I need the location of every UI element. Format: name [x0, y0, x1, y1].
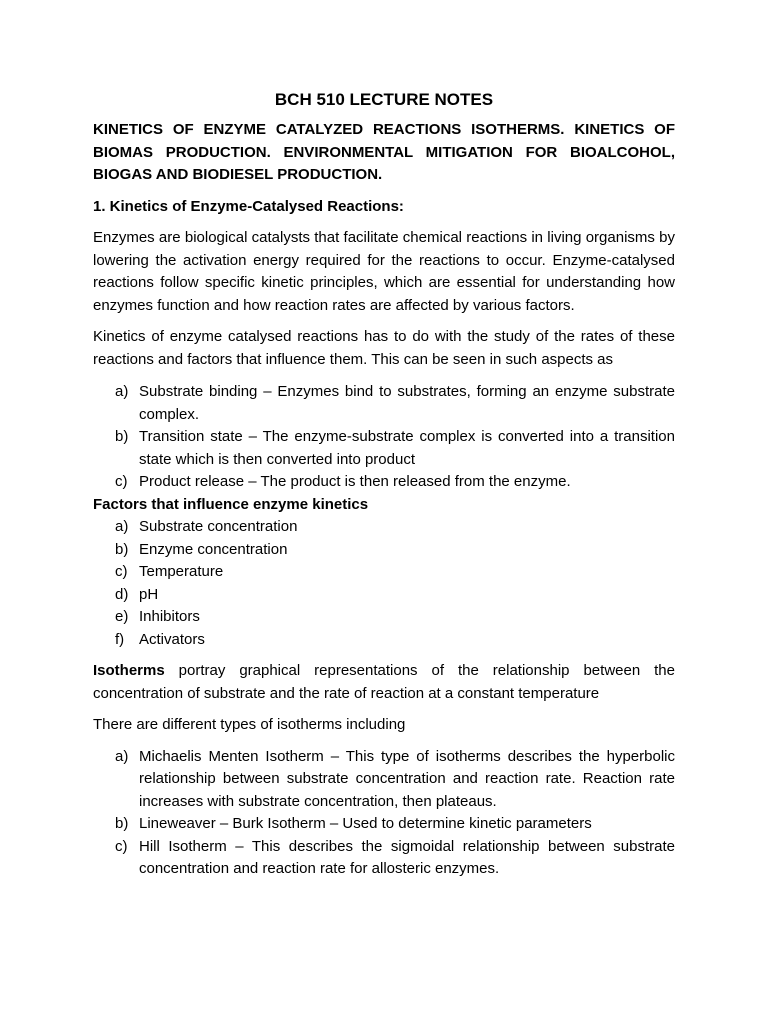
list-item-text: Transition state – The enzyme-substrate complex is converted into a transition state which is then converted into product	[139, 428, 675, 468]
list-marker: e)	[115, 608, 129, 625]
page-title: BCH 510 LECTURE NOTES	[274, 90, 494, 109]
list-item	[93, 426, 675, 471]
paragraph-enzymes-intro: Enzymes are biological catalysts that facilitate chemical reactions in living organisms by lowering the activation energy required for the reactions to occur. Enzyme-catalysed reactions follow specific kinetic principles, which are essential for understanding how enzymes function and how reaction rates are affected by various factors.	[93, 229, 675, 314]
list-marker: c)	[115, 563, 128, 580]
section-heading: 1. Kinetics of Enzyme-Catalysed Reactions:	[93, 197, 404, 215]
list-item-text: Substrate concentration	[139, 518, 298, 535]
list-marker: b)	[115, 540, 129, 558]
list-item	[93, 516, 675, 539]
list-marker: a)	[115, 383, 129, 400]
list-item	[93, 836, 675, 881]
list-item-text: Lineweaver – Burk Isotherm – Used to determine kinetic parameters	[139, 815, 592, 832]
list-marker: b)	[115, 815, 129, 832]
list-marker: c)	[115, 837, 128, 855]
list-marker: d)	[115, 585, 129, 603]
list-item	[93, 813, 675, 836]
document-subtitle: KINETICS OF ENZYME CATALYZED REACTIONS ISOTHERMS. KINETICS OF BIOMAS PRODUCTION. ENVIRONMENTAL MITIGATION FOR BIOALCOHOL, BIOGAS AND BIODIESEL PRODUCTION.	[93, 121, 675, 183]
isotherms-definition: portray graphical representations of the relationship between the concentration of substrate and the rate of reaction at a constant temperature	[93, 662, 675, 702]
paragraph-kinetics-intro: Kinetics of enzyme catalysed reactions has to do with the study of the rates of these reactions and factors that influence them. This can be seen in such aspects as	[93, 328, 675, 368]
list-marker: a)	[115, 518, 129, 535]
aspects-list	[93, 381, 675, 494]
document-page	[93, 88, 675, 881]
list-item-text: Activators	[139, 630, 205, 648]
list-item	[93, 471, 675, 494]
list-marker: f)	[115, 630, 125, 648]
list-item-text: Substrate binding – Enzymes bind to substrates, forming an enzyme substrate complex.	[139, 383, 675, 423]
list-item	[93, 539, 675, 562]
list-item-text: Hill Isotherm – This describes the sigmoidal relationship between substrate concentration and reaction rate for allosteric enzymes.	[139, 837, 675, 877]
factors-heading: Factors that influence enzyme kinetics	[93, 495, 369, 513]
list-marker: c)	[115, 473, 128, 490]
isotherms-term: Isotherms	[93, 662, 165, 679]
paragraph-isotherms-definition	[93, 660, 675, 705]
list-item	[93, 561, 675, 584]
list-item-text: pH	[139, 585, 159, 603]
list-item-text: Michaelis Menten Isotherm – This type of isotherms describes the hyperbolic relationship between substrate concentration and reaction rate. Reaction rate increases with substrate concentration, then plateaus.	[139, 747, 675, 810]
factors-list	[93, 516, 675, 651]
list-marker: a)	[115, 747, 129, 765]
list-item	[93, 584, 675, 607]
list-item	[93, 606, 675, 629]
list-item	[93, 381, 675, 426]
isotherm-types-list	[93, 746, 675, 881]
list-item-text: Inhibitors	[139, 608, 200, 625]
list-marker: b)	[115, 428, 129, 445]
list-item	[93, 629, 675, 652]
list-item	[93, 746, 675, 814]
paragraph-isotherm-types-intro: There are different types of isotherms including	[93, 716, 406, 733]
list-item-text: Temperature	[139, 563, 224, 580]
list-item-text: Enzyme concentration	[139, 540, 288, 558]
list-item-text: Product release – The product is then released from the enzyme.	[139, 473, 571, 490]
